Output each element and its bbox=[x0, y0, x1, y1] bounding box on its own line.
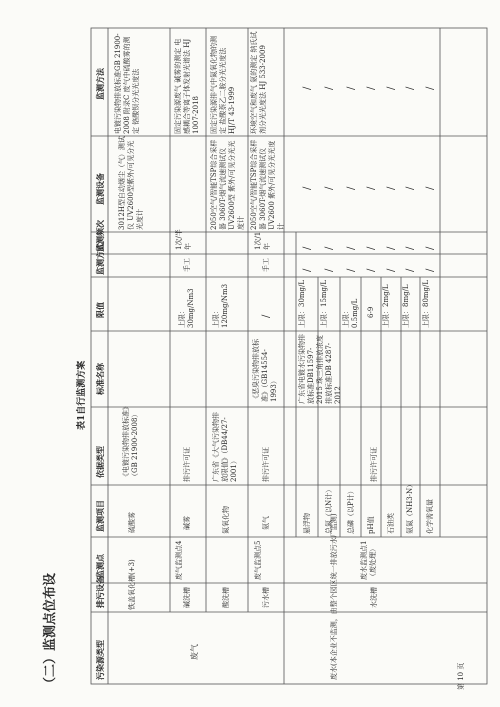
row3-facility: 污水槽 bbox=[262, 587, 270, 608]
dash: / bbox=[405, 268, 416, 272]
dash: / bbox=[386, 86, 397, 90]
row2-analysis: 固定污染源排气中氮氧化物的测定 盐酸萘乙二胺分光光度法 HJ/T 43-1999 bbox=[210, 36, 236, 134]
row3-method: 手工 bbox=[262, 258, 270, 272]
table-grid bbox=[91, 28, 487, 684]
dash: / bbox=[366, 246, 377, 250]
header-frequency: 监测频次 bbox=[95, 220, 105, 252]
water-row1-limit: 上限：15mg/L bbox=[320, 279, 328, 328]
dash: / bbox=[324, 246, 335, 250]
water-row5-limit: 上限：8mg/L bbox=[402, 284, 410, 328]
row0-standard: 《电镀污染物排放标准》（GB 21900-2008） bbox=[122, 403, 139, 480]
dash: / bbox=[386, 186, 397, 190]
water-standard: 广东省电镀水污染物排放标准DB11597-2015 珠三角排放浓度 排放标准DB 4287-2012 bbox=[298, 334, 342, 404]
dash: / bbox=[346, 186, 357, 190]
row3-basis: 排污许可证 bbox=[262, 447, 270, 482]
dash: / bbox=[425, 268, 436, 272]
page-number: 第 10 页 bbox=[457, 662, 465, 690]
dash: / bbox=[302, 186, 313, 190]
category-water: 废水(本企业不监测，由整个园区统一排放污水厂监测) bbox=[330, 513, 338, 680]
row0-item: 硫酸雾 bbox=[128, 512, 136, 533]
dash: / bbox=[425, 86, 436, 90]
dash: / bbox=[302, 86, 313, 90]
water-row0-limit: 上限：30mg/L bbox=[298, 279, 306, 328]
dash: / bbox=[324, 86, 335, 90]
dash: / bbox=[405, 186, 416, 190]
header-equipment: 监测设备 bbox=[95, 173, 105, 205]
water-row4-limit: 上限：2mg/L bbox=[382, 284, 390, 328]
row3-point: 废气监测点5 bbox=[254, 540, 262, 580]
header-monitoring-point: 监测点 bbox=[95, 554, 105, 578]
dash: / bbox=[366, 268, 377, 272]
dash: / bbox=[366, 86, 377, 90]
water-basis: 排污许可证 bbox=[370, 447, 378, 482]
category-gas: 废气 bbox=[190, 644, 199, 660]
header-analysis-method: 监测方法 bbox=[95, 68, 105, 100]
water-row5-item: 氨氮（NH3-N） bbox=[406, 480, 414, 534]
row2-standard: 广东省《大气污染物排放限值》（DB44/27-2001） bbox=[212, 412, 238, 482]
row1-analysis: 固定污染源废气 碱雾的测定 电感耦合等离子体发射光谱法 HJ 1007-2018 bbox=[174, 38, 200, 134]
water-row0-item: 悬浮物 bbox=[303, 513, 311, 534]
water-row3-item: pH值 bbox=[367, 516, 375, 534]
dash: / bbox=[346, 86, 357, 90]
row1-freq: 1次/半年 bbox=[175, 229, 192, 250]
dash: / bbox=[425, 186, 436, 190]
water-row2-limit: 上限：0.5mg/L bbox=[342, 298, 359, 328]
header-standard-name: 标准名称 bbox=[95, 363, 105, 395]
row2-item: 氮氧化物 bbox=[222, 506, 230, 534]
header-emission-facility: 排污设备 bbox=[95, 576, 105, 608]
header-basis-type: 依据类型 bbox=[95, 446, 105, 478]
header-pollutant-type: 污染源类型 bbox=[95, 640, 105, 680]
row2-equip: 2050空气/智能TSP综合采样器 3060T-烟气流速测试仪 UV2600型 紫外/可见分光光度计 bbox=[210, 139, 245, 230]
row3-equip: 2050空气/智能TSP综合采样器 3060T-烟气流速测试仪 UV2600 紫外/可见分光光度计 bbox=[250, 139, 285, 230]
row3-analysis: 环境空气和废气 氨的测定 纳氏试剂分光光度法 HJ 533-2009 bbox=[250, 31, 267, 134]
header-monitoring-method: 监测方式 bbox=[95, 243, 105, 275]
row1-facility: 碱洗槽 bbox=[183, 587, 191, 608]
dash: / bbox=[405, 86, 416, 90]
dash: / bbox=[425, 246, 436, 250]
row3-freq: 1次/1年 bbox=[254, 231, 271, 250]
dash: / bbox=[405, 246, 416, 250]
water-row4-item: 石油类 bbox=[387, 513, 395, 534]
row0-equip: 3012H型自动烟尘（气）测试仪 UV2600型紫外/可见分光光度计 bbox=[118, 136, 144, 230]
water-point: 废水监测点1（废处理） bbox=[360, 540, 377, 580]
row0-analysis: 电镀污染物排放标准GB 21900-2008 附录C 废气中硫酸雾的测定 铬酸钡分光光度法 bbox=[114, 33, 140, 134]
dash: / bbox=[302, 268, 313, 272]
row0-facility: 铁盖氧化槽(+3) bbox=[128, 559, 136, 610]
row2-limit: 上限：120mg/Nm3 bbox=[212, 283, 229, 328]
row3-limit: / bbox=[261, 314, 272, 318]
row1-method: 手工 bbox=[183, 258, 191, 272]
header-monitoring-item: 监测项目 bbox=[95, 500, 105, 532]
water-facility: 水洗槽 bbox=[370, 587, 378, 608]
water-row3-limit: 6-9 bbox=[367, 306, 375, 318]
row1-standard: 上限：30mg/Nm3 bbox=[178, 288, 195, 328]
row1-basis: 排污许可证 bbox=[183, 447, 191, 482]
table-caption: 表1自行监测方案 bbox=[77, 360, 87, 430]
section-title: （二）监测点位布设 bbox=[43, 572, 58, 690]
dash: / bbox=[324, 186, 335, 190]
dash: / bbox=[386, 268, 397, 272]
water-row2-item: 总磷（以P计） bbox=[347, 487, 355, 534]
dash: / bbox=[366, 186, 377, 190]
dash: / bbox=[302, 246, 313, 250]
row3-item: 氨气 bbox=[262, 516, 270, 530]
water-row6-limit: 上限：80mg/L bbox=[422, 279, 430, 328]
row3-standard: 《恶臭污染物排放标准》（GB14554-1993） bbox=[252, 339, 278, 402]
water-row1-item: 总氮（以N计） bbox=[325, 485, 333, 534]
dash: / bbox=[386, 246, 397, 250]
dash: / bbox=[346, 268, 357, 272]
row2-facility: 酸洗槽 bbox=[222, 587, 230, 608]
row1-point: 废气监测点4 bbox=[175, 540, 183, 580]
row1-item: 碱雾 bbox=[183, 516, 191, 530]
dash: / bbox=[346, 246, 357, 250]
dash: / bbox=[324, 268, 335, 272]
water-row6-item: 化学需氧量 bbox=[426, 499, 434, 534]
header-limit: 限值 bbox=[95, 302, 105, 318]
